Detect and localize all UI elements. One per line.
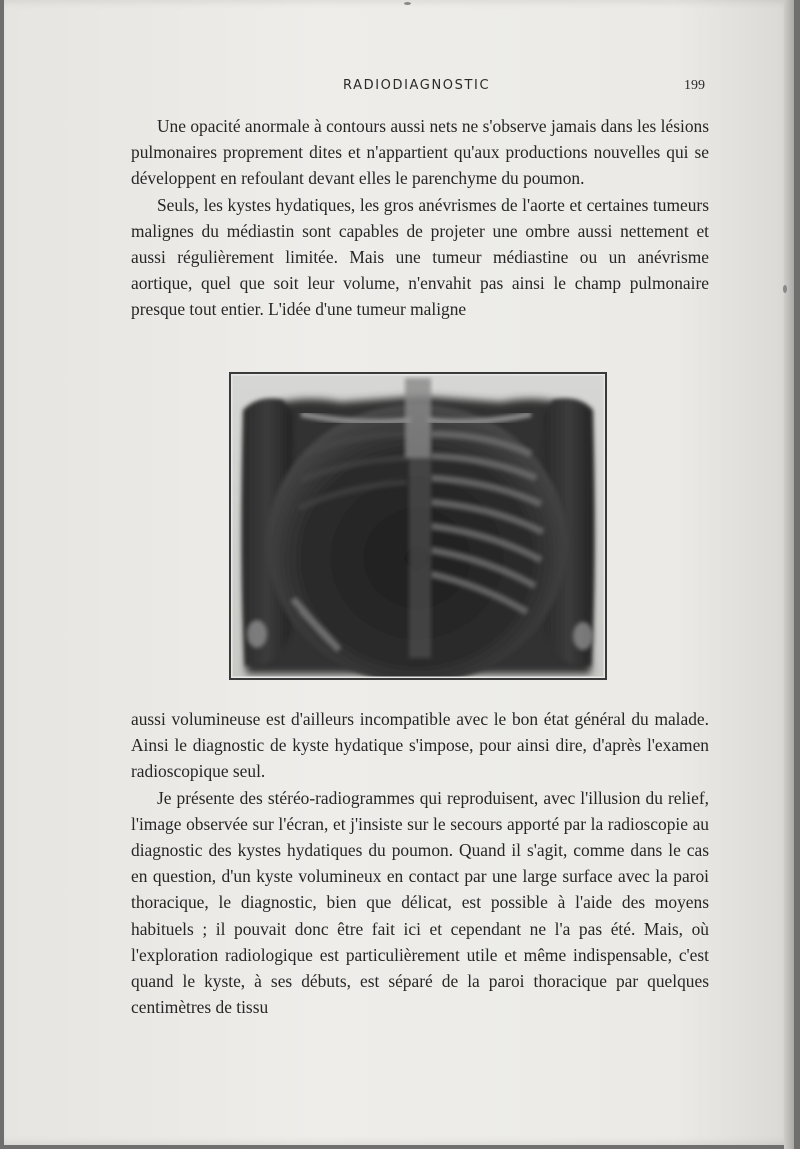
paragraph: Je présente des stéréo-radiogrammes qui reproduisent, avec l'illusion du relief, l'image observée sur l'écran, et j'insiste sur le secours apporté par la radioscopie au diagnostic des kystes hydatiques du poumon. Quand il s'agit, comme dans le cas en question, d'un kyste volumineux en contact par une large surface avec la paroi thoracique, le diagnostic, bien que délicat, est possible à l'aide des moyens habituels ; il pouvait donc être fait ici et cependant ne l'a pas été. Mais, où l'exploration radiologique est particulièrement utile et même indispensable, c'est quand le kyste, à ses débuts, est séparé de la paroi thoracique par quelques centimètres de tissu <box>131 787 709 1018</box>
page-number: 199 <box>684 78 705 93</box>
text-block-top <box>131 113 709 323</box>
paragraph: Une opacité anormale à contours aussi nets ne s'observe jamais dans les lésions pulmonaires proprement dites et n'appartient qu'aux productions nouvelles qui se développent en refoulant devant elles le parenchyme du poumon. <box>131 116 709 189</box>
text-block-bottom <box>131 706 709 1020</box>
page-header <box>0 78 800 98</box>
scan-speck <box>404 2 411 5</box>
paragraph: Seuls, les kystes hydatiques, les gros anévrismes de l'aorte et certaines tumeurs malignes du médiastin sont capables de projeter une ombre aussi nettement et aussi régulièrement limitée. Mais une tumeur médiastine ou un anévrisme aortique, quel que soit leur volume, n'envahit pas ainsi le champ pulmonaire presque tout entier. L'idée d'une tumeur maligne <box>131 194 709 320</box>
running-title: RADIODIAGNOSTIC <box>343 78 491 93</box>
paragraph: aussi volumineuse est d'ailleurs incompatible avec le bon état général du malade. Ainsi le diagnostic de kyste hydatique s'impose, pour ainsi dire, d'après l'examen radioscopique seul. <box>131 709 709 782</box>
chest-radiograph-image <box>231 374 605 678</box>
scan-speck <box>783 285 787 293</box>
chest-radiograph-figure <box>229 372 607 680</box>
page-edge-shadow <box>784 0 794 1149</box>
